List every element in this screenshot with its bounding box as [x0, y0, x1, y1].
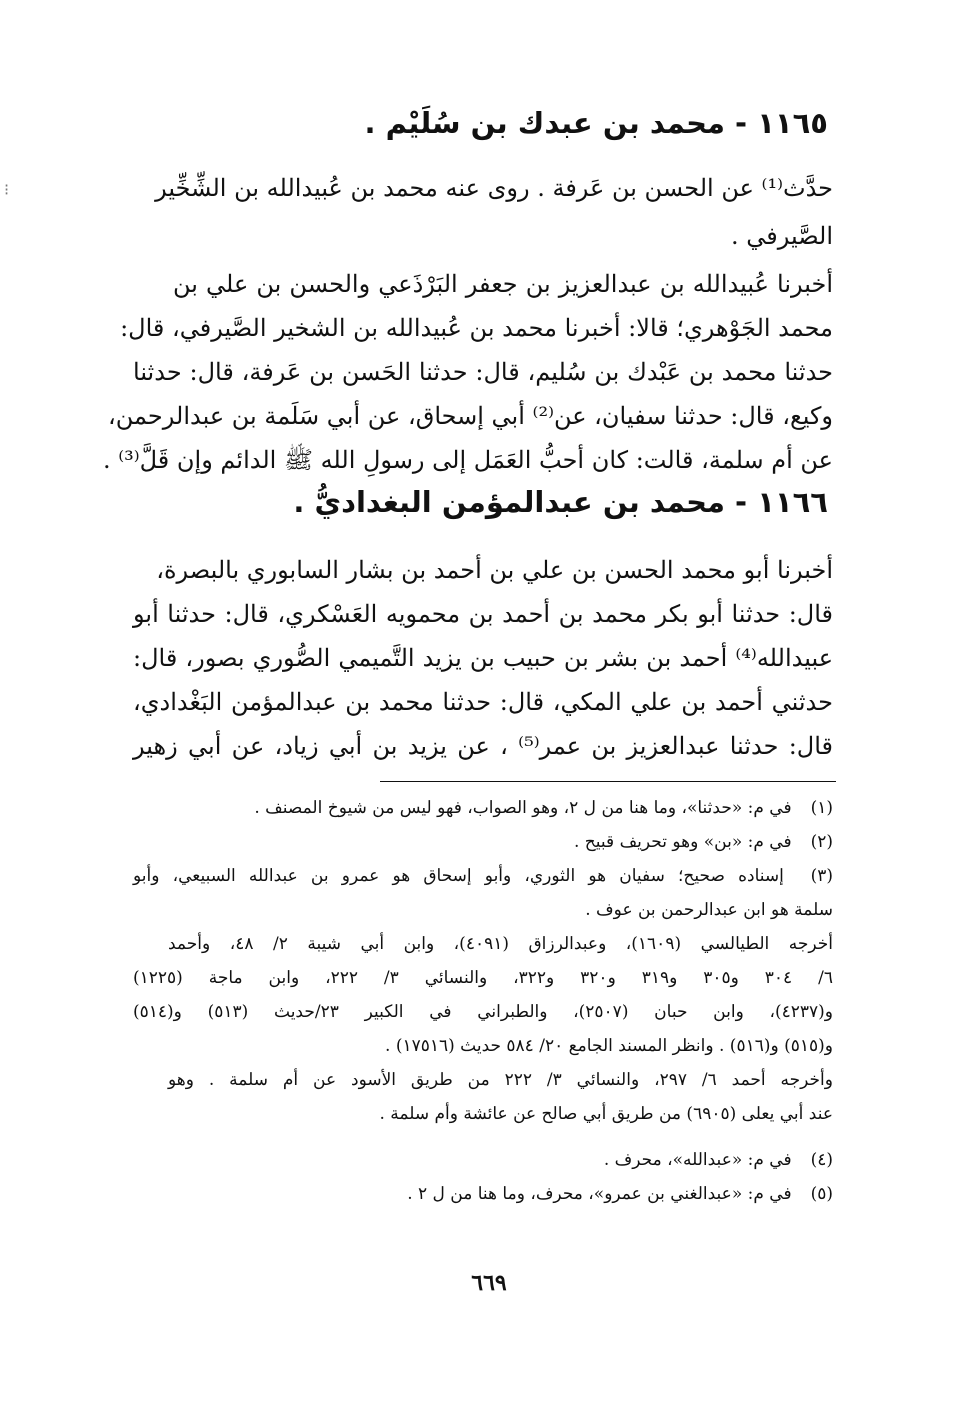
footnote-2 [133, 826, 833, 858]
footnote-text: في م: «عبدالغني بن عمرو»، محرف، وما هنا من ل ٢ . [407, 1184, 792, 1204]
footnote-3-line: وأخرجه أحمد ٦/ ٢٩٧، والنسائي ٣/ ٢٢٢ من طريق الأسود عن أم سلمة . وهو [168, 1070, 833, 1090]
footnote-5 [133, 1178, 833, 1210]
footnote-3-line: ٦/ ٣٠٤ و٣٠٥ و٣١٩ و٣٢٠ و٣٢٢، والنسائي ٣/ ٢٢٢، وابن ماجة (١٢٢٥) [133, 968, 833, 988]
footnote-text: في م: «بن» وهو تحريف قبيح . [574, 832, 792, 852]
entry-heading-1165: ١١٦٥ - محمد بن عبدك بن سُلَيْم . [364, 106, 828, 140]
body-line: عبيدالله⁽⁴⁾ أحمد بن بشر بن حبيب بن يزيد التَّميمي الصُّوري بصور، قال: [133, 644, 834, 672]
footnote-3-line: و(٤٢٣٧)، وابن حبان (٢٥٠٧)، والطبراني في الكبير ٢٣/حديث (٥١٣) و(٥١٤) [133, 1002, 834, 1022]
footnote-1 [133, 792, 833, 824]
footnote-3-line: عند أبي يعلى (٦٩٠٥) من طريق أبي صالح عن عائشة وأم سلمة . [379, 1104, 833, 1124]
footnote-number: (٣) [810, 866, 833, 886]
footnote-number: (٢) [810, 832, 833, 852]
body-line: قال: حدثنا عبدالعزيز بن عمر⁽⁵⁾ ، عن يزيد بن أبي زياد، عن أبي زهير [133, 732, 834, 760]
page-number: ٦٦٩ [471, 1270, 507, 1296]
body-line: أخبرنا عُبيدالله بن عبدالعزيز بن جعفر البَرْذَعي والحسن بن علي بن [173, 270, 833, 298]
body-line: عن أم سلمة، قالت: كان أحبُّ العَمَل إلى رسولِ الله ﷺ الدائم وإن قَلَّ⁽³⁾ . [102, 446, 833, 474]
body-line: أخبرنا أبو محمد الحسن بن علي بن أحمد بن بشار السابوري بالبصرة، [156, 556, 833, 584]
body-line: حدَّث⁽¹⁾ عن الحسن بن عَرفة . روى عنه محمد بن عُبيدالله بن الشِّخِّير [155, 174, 833, 202]
footnote-4 [133, 1144, 833, 1176]
body-line: الصَّيرفي . [730, 222, 833, 250]
body-line: محمد الجَوْهري؛ قالا: أخبرنا محمد بن عُبيدالله بن الشخير الصَّيرفي، قال: [120, 314, 833, 342]
entry-heading-1166: ١١٦٦ - محمد بن عبدالمؤمن البغداديُّ . [293, 485, 828, 519]
footnote-text: إسناده صحيح؛ سفيان هو الثوري، وأبو إسحاق هو عمرو بن عبدالله السبيعي، وأبو [133, 866, 784, 886]
margin-mark: ⁝ [4, 180, 10, 199]
footnote-text: في م: «عبدالله»، محرف . [603, 1150, 792, 1170]
footnote-3-line: و(٥١٥) و(٥١٦) . وانظر المسند الجامع ٢٠/ ٥٨٤ حديث (١٧٥١٦) . [385, 1036, 833, 1056]
footnote-number: (١) [810, 798, 833, 818]
footnote-number: (٤) [810, 1150, 833, 1170]
footnote-3 [133, 860, 833, 892]
body-line: وكيع، قال: حدثنا سفيان، عن⁽²⁾ أبي إسحاق، عن أبي سَلَمة بن عبدالرحمن، [108, 402, 833, 430]
footnote-3-line: سلمة هو ابن عبدالرحمن بن عوف . [585, 900, 833, 920]
footnote-3-line: أخرجه الطيالسي (١٦٠٩)، وعبدالرزاق (٤٠٩١)، وابن أبي شيبة ٢/ ٤٨، وأحمد [168, 934, 833, 954]
body-line: حدثنا محمد بن عَبْدك بن سُليم، قال: حدثنا الحَسن بن عَرفة، قال: حدثنا [133, 358, 833, 386]
footnote-separator [380, 781, 836, 782]
body-line: قال: حدثنا أبو بكر محمد بن أحمد بن محمويه العَسْكري، قال: حدثنا أبو [133, 600, 833, 628]
footnote-text: في م: «حدثنا»، وما هنا من ل ٢، وهو الصواب، فهو ليس من شيوخ المصنف . [254, 798, 792, 818]
footnote-number: (٥) [810, 1184, 833, 1204]
body-line: حدثني أحمد بن علي المكي، قال: حدثنا محمد بن عبدالمؤمن البَغْدادي، [133, 688, 833, 716]
